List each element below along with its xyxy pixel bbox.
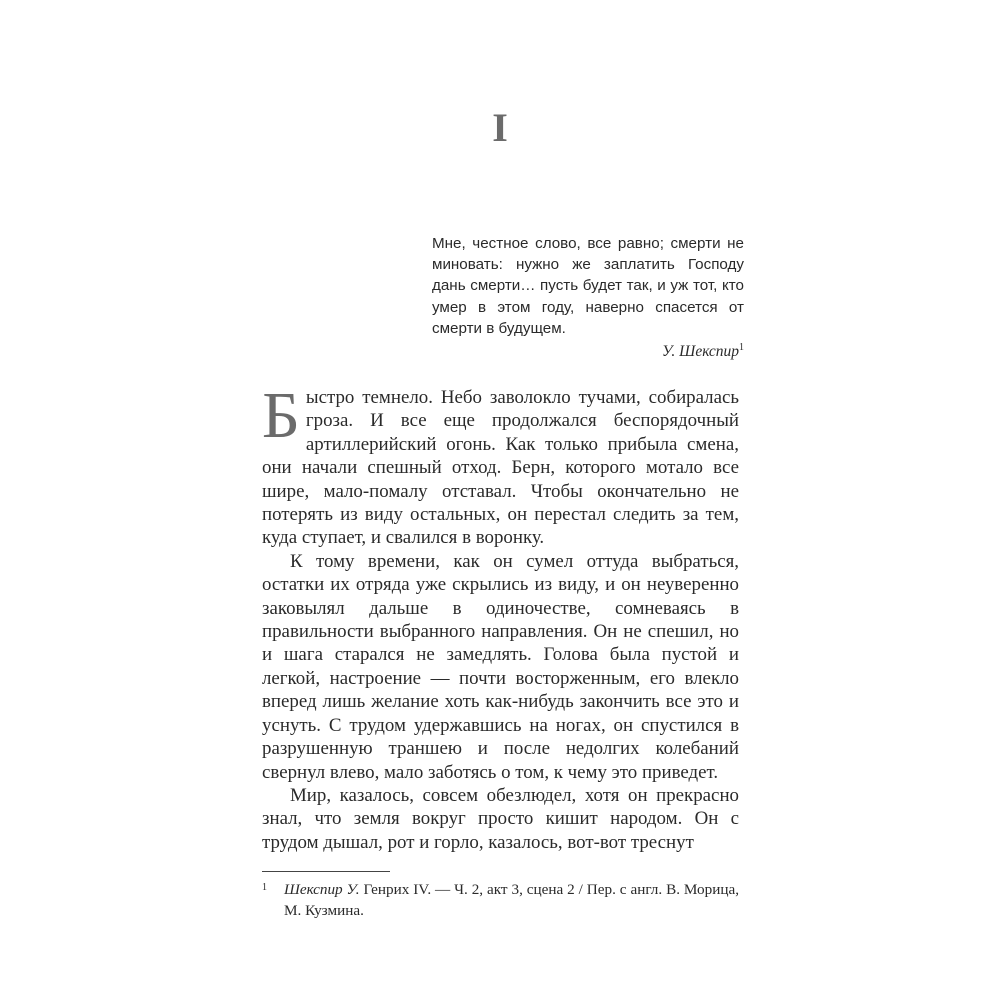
drop-cap: Б (262, 379, 300, 452)
footnote-body (284, 880, 739, 921)
epigraph-author-name: У. Шекспир (661, 343, 739, 360)
footnote-author: Шекспир У. (284, 881, 360, 898)
paragraph-3: Мир, казалось, совсем обезлюдел, хотя он прекрасно знал, что земля вокруг просто кишит народом. Он с трудом дышал, рот и горло, казалось, вот-вот треснут (262, 784, 739, 853)
footnote-text: Генрих IV. — Ч. 2, акт 3, сцена 2 / Пер. с англ. В. Морица, М. Кузмина. (284, 881, 740, 919)
epigraph-text: Мне, честное слово, все равно; смерти не миновать: нужно же заплатить Господу дань смерти… пусть будет так, и уж тот, кто умер в этом году, наверно спасется от смерти в будущем. (432, 235, 744, 337)
paragraph-1-text: ыстро темнело. Небо заволокло тучами, собиралась гроза. И все еще продолжался беспорядочный артиллерийский огонь. Как только прибыла смена, они начали спешный отход. Берн, которого мотало все шире, мало-помалу отставал. Чтобы окончательно не потерять из виду остальных, он перестал следить за тем, куда ступает, и свалился в воронку. (262, 387, 739, 549)
footnote-reference: 1 (739, 342, 744, 353)
chapter-number: I (492, 105, 508, 150)
body-text (262, 379, 739, 854)
paragraph-1 (262, 379, 739, 550)
footnote (262, 880, 739, 921)
footnote-mark: 1 (262, 882, 267, 893)
paragraph-2: К тому времени, как он сумел оттуда выбраться, остатки их отряда уже скрылись из виду, и он неуверенно заковылял дальше в одиночестве, сомневаясь в правильности выбранного направления. Он не спешил, но и шага старался не замедлять. Голова была пустой и легкой, настроение — почти восторженным, его влекло вперед лишь желание хоть как-нибудь закончить все это и уснуть. С трудом удержавшись на ногах, он спустился в разрушенную траншею и после недолгих колебаний свернул влево, мало заботясь о том, к чему это приведет. (262, 550, 739, 783)
footnote-divider (262, 871, 390, 872)
epigraph-author (432, 342, 744, 361)
